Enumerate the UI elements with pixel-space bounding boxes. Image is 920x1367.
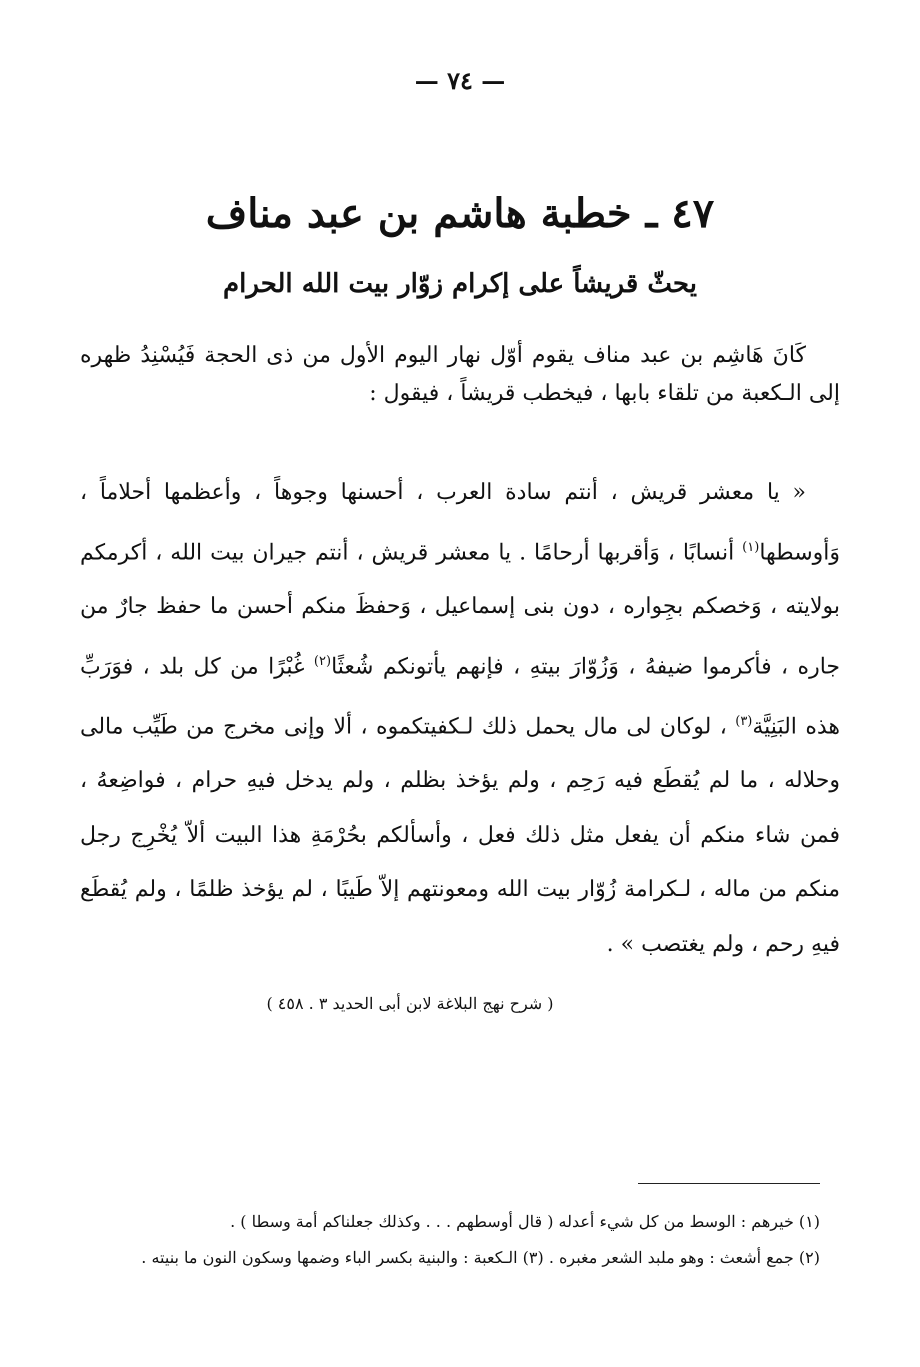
speech-part-1: « يا معشر قريش ، أنتم سادة العرب ، أحسنها وجوهاً ، وأعظمها أحلاماً ، وَأوسطها [80,480,840,565]
sermon-subtitle: يحثّ قريشاً على إكرام زوّار بيت الله الحرام [223,269,697,299]
sermon-title: ٤٧ ـ خطبة هاشم بن عبد مناف [205,190,715,237]
speech-paragraph [80,466,840,972]
speech-text [80,466,840,972]
footnote-ref-2: (٢) [313,653,332,669]
intro-paragraph [80,337,840,413]
source-citation: ( شرح نهج البلاغة لابن أبى الحديد ٣ . ٤٥٨ ) [266,994,554,1013]
footnote-1: (١) خيرهم : الوسط من كل شيء أعدله ( قال أوسطهم . . . وكذلك جعلناكم أمة وسطا ) . [230,1212,820,1231]
speech-part-2: أنسابًا ، وَأقربها أرحامًا . يا معشر قريش ، أنتم جيران بيت الله ، أكرمكم بولايته ، وَخصكم بجِواره ، دون بنى إسماعيل ، وَحفظَ منكم أحسن ما حفظ جارٌ من جاره ، فأكرموا ضيفهُ ، وَزُوّارَ بيتهِ ، فإنهم يأتونكم شُعثًا [80,539,840,680]
intro-text: كَانَ هَاشِم بن عبد مناف يقوم أوّل نهار اليوم الأول من ذى الحجة فَيُسْنِدُ ظهره إلى الـكعبة من تلقاء بابها ، فيخطب قريشاً ، فيقول : [80,343,840,406]
footnotes [80,1204,820,1276]
speech-part-3: غُبْرًا من كل بلد ، فوَرَبِّ هذه البَنِيَّة [80,654,840,739]
speech-part-4: ، لوكان لى مال يحمل ذلك لـكفيتكموه ، ألا وإنى مخرج من طَيِّب مالى وحلاله ، ما لم يُقطَع فيه رَحِم ، ولم يؤخذ بظلم ، ولم يدخل فيهِ حرام ، فواضِعهُ ، فمن شاء منكم أن يفعل مثل ذلك فعل ، وأسألكم بحُرْمَةِ هذا البيت ألاّ يُخْرِج رجل منكم من ماله ، لـكرامة زُوّار بيت الله ومعونتهم إلاّ طَيبًا ، لم يؤخذ ظلمًا ، ولم يُقطَع فيهِ رحم ، ولم يغتصب » . [80,713,840,957]
footnote-ref-3: (٣) [735,713,753,729]
footnote-2-3: (٢) جمع أشعث : وهو ملبد الشعر مغبره . (٣) الـكعبة : والبنية بكسر الباء وضمها وسكون النون ما بنيته . [141,1248,820,1267]
footnote-ref-1: (١) [742,539,760,555]
page-number: — ٧٤ — [414,66,506,95]
footnote-divider [638,1183,820,1184]
